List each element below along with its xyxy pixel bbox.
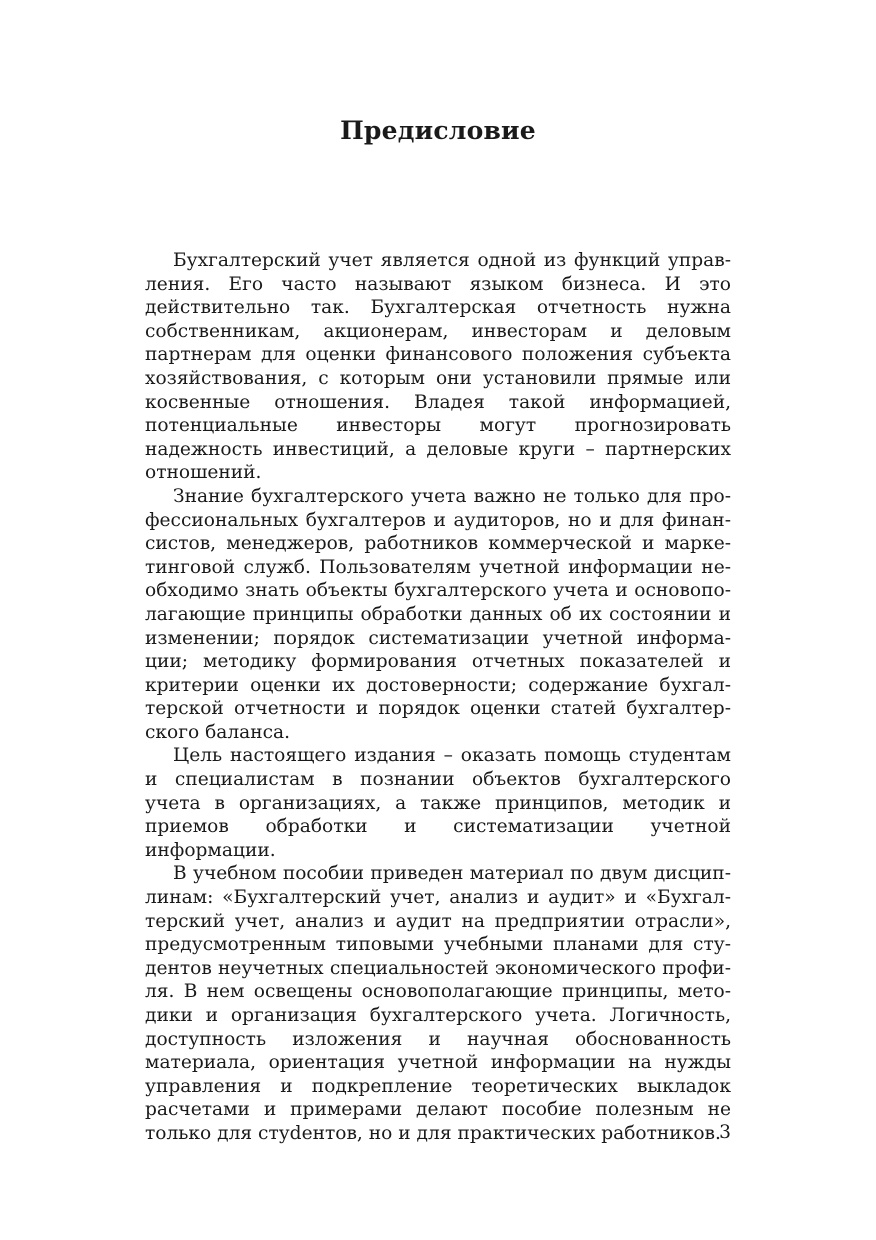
paragraph-3: Цель настоящего издания – оказать помощь студентам и специалистам в познании объектов бухгалтерского учета в организациях, а также принципов, методик и приемов обработки и систематизации учетной информации. <box>145 745 731 861</box>
body-text <box>145 249 731 1146</box>
page-title: Предисловие <box>340 116 536 145</box>
page-number: 3 <box>719 1122 731 1143</box>
paragraph-2: Знание бухгалтерского учета важно не только для профессиональных бухгалтеров и аудиторов, но и для финансистов, менеджеров, работников коммерческой и маркетинговой служб. Пользователям учетной информации необходимо знать объекты бухгалтерского учета и основополагающие принципы обработки данных об их состоянии и изменении; порядок систематизации учетной информации; методику формирования отчетных показателей и критерии оценки их достоверности; содержание бухгалтерской отчетности и порядок оценки статей бухгалтерского баланса. <box>145 485 731 743</box>
paragraph-1: Бухгалтерский учет является одной из функций управления. Его часто называют языком бизнеса. И это действительно так. Бухгалтерская отчетность нужна собственникам, акционерам, инвесторам и деловым партнерам для оценки финансового положения субъекта хозяйствования, с которым они установили прямые или косвенные отношения. Владея такой информацией, потенциальные инвесторы могут прогнозировать надежность инвестиций, а деловые круги – партнерских отношений. <box>145 250 731 484</box>
paragraph-4: В учебном пособии приведен материал по двум дисциплинам: «Бухгалтерский учет, анализ и аудит» и «Бухгалтерский учет, анализ и аудит на предприятии отрасли», предусмотренным типовыми учебными планами для студентов неучетных специальностей экономического профиля. В нем освещены основополагающие принципы, методики и организация бухгалтерского учета. Логичность, доступность изложения и научная обоснованность материала, ориентация учетной информации на нужды управления и подкрепление теоретических выкладок расчетами и примерами делают пособие полезным не только для стуdентов, но и для практических работников. <box>145 863 731 1144</box>
